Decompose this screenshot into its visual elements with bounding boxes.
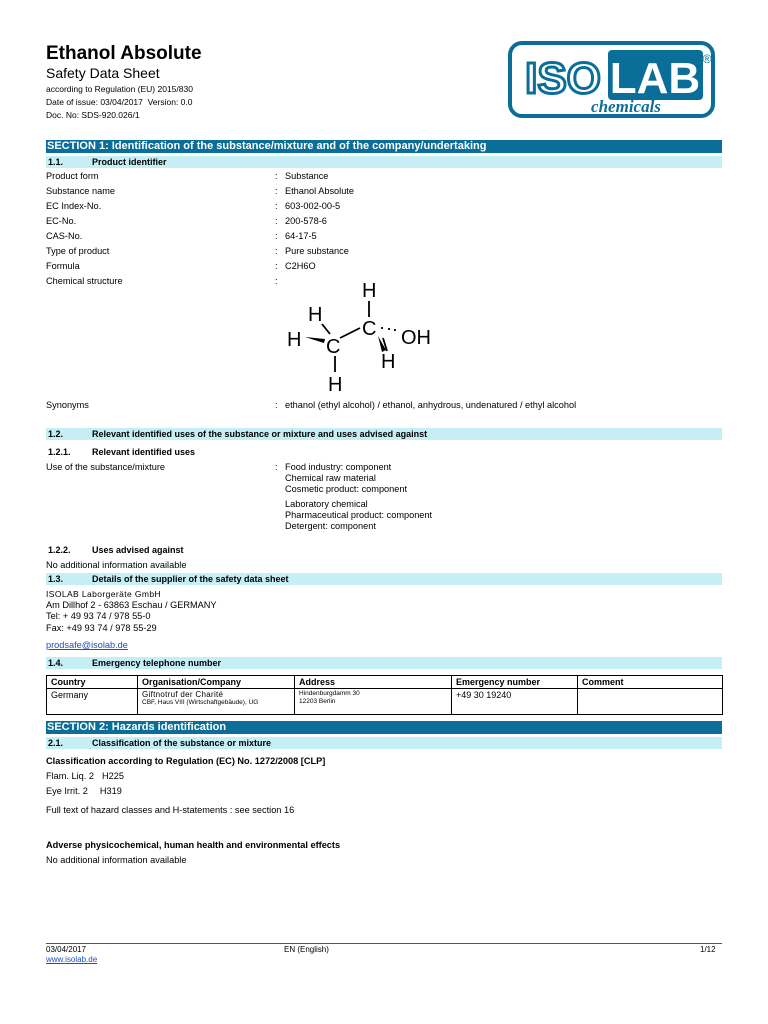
doc-number-text: Doc. No: SDS-920.026/1 (46, 110, 140, 120)
atom-h-left: H (287, 329, 302, 351)
column-header: Comment (578, 676, 723, 689)
supplier-address: Am Dillhof 2 - 63863 Eschau / GERMANY (46, 600, 217, 610)
subsection-1-4: 1.4. Emergency telephone number (46, 657, 722, 669)
section2-bar: SECTION 2: Hazards identification (46, 721, 722, 734)
column-header: Address (295, 676, 452, 689)
atom-h-lower-right: H (381, 351, 396, 373)
field-row-formula: Formula : C2H6O (46, 261, 316, 271)
hazard-row: Eye Irrit. 2 H319 (46, 786, 122, 796)
atom-oh: OH (401, 327, 431, 349)
column-header: Country (47, 676, 138, 689)
issue-date-text: Date of issue: 03/04/2017 Version: 0.0 (46, 97, 193, 107)
subsection-label: Product identifier (92, 157, 167, 167)
atom-h-top: H (362, 280, 377, 302)
field-row-substance-name: Substance name : Ethanol Absolute (46, 186, 354, 196)
logo-lab-text: LAB (609, 54, 701, 103)
supplier-tel: Tel: + 49 93 74 / 978 55-0 (46, 611, 151, 621)
no-info-text: No additional information available (46, 855, 187, 865)
table-row (47, 689, 723, 715)
subsection-1-2-2: 1.2.2. Uses advised against (48, 545, 184, 555)
footer-divider (46, 943, 722, 944)
regulation-text: according to Regulation (EU) 2015/830 (46, 84, 193, 94)
footer-page-number: 1/12 (700, 945, 716, 954)
list-item: Laboratory chemical (285, 499, 368, 509)
field-row-type-of-product: Type of product : Pure substance (46, 246, 349, 256)
hazard-row: Flam. Liq. 2 H225 (46, 771, 124, 781)
isolab-logo (508, 41, 721, 118)
list-item: Detergent: component (285, 521, 376, 532)
atom-h-bottom: H (328, 374, 343, 396)
supplier-fax: Fax: +49 93 74 / 978 55-29 (46, 623, 157, 633)
cell-comment (578, 689, 723, 715)
field-row-ec-no: EC-No. : 200-578-6 (46, 216, 327, 226)
document-subtitle: Safety Data Sheet (46, 65, 160, 81)
subsection-number: 1.1. (48, 157, 64, 167)
field-row-synonyms: Synonyms : ethanol (ethyl alcohol) / ethanol, anhydrous, undenatured / ethyl alcohol (46, 400, 577, 410)
cell-address: Hindenburgdamm 30 12203 Berlin (295, 689, 452, 715)
adverse-heading: Adverse physicochemical, human health and environmental effects (46, 840, 341, 850)
logo-iso-text: ISO (525, 54, 601, 103)
fulltext-note: Full text of hazard classes and H-statements : see section 16 (46, 805, 295, 815)
subsection-1-1 (46, 156, 722, 168)
clp-heading: Classification according to Regulation (EC) No. 1272/2008 [CLP] (46, 756, 326, 766)
document-title: Ethanol Absolute (46, 43, 202, 64)
column-header: Organisation/Company (138, 676, 295, 689)
chemical-structure-diagram (280, 276, 450, 398)
cell-country: Germany (47, 689, 138, 715)
cell-organisation: Giftnotruf der Charité CBF, Haus VIII (Wirtschaftgebäude), UG (138, 689, 295, 715)
emergency-table (46, 675, 723, 715)
uses-list-a (285, 462, 407, 496)
field-row-cas-no: CAS-No. : 64-17-5 (46, 231, 317, 241)
field-row-chemical-structure: Chemical structure : (46, 276, 278, 286)
list-item: Pharmaceutical product: component (285, 510, 433, 521)
supplier-name: ISOLAB Laborgeräte GmbH (46, 589, 162, 599)
list-item: Food industry: component (285, 462, 392, 472)
field-row-use: Use of the substance/mixture : (46, 462, 278, 472)
subsection-1-2: 1.2. Relevant identified uses of the substance or mixture and uses advised against (46, 428, 722, 440)
field-row-product-form: Product form : Substance (46, 171, 329, 181)
footer-language: EN (English) (284, 945, 329, 954)
footer-date: 03/04/2017 (46, 945, 87, 954)
subsection-2-1: 2.1. Classification of the substance or mixture (46, 737, 722, 749)
column-header: Emergency number (452, 676, 578, 689)
subsection-1-2-1: 1.2.1. Relevant identified uses (48, 447, 196, 457)
section1-bar: SECTION 1: Identification of the substance/mixture and of the company/undertaking (46, 140, 722, 153)
atom-h-upper-left: H (308, 304, 323, 326)
uses-list-b (285, 499, 432, 533)
list-item: Chemical raw material (285, 473, 376, 484)
no-info-text: No additional information available (46, 560, 187, 570)
logo-registered-mark: ® (702, 52, 712, 66)
supplier-email-link[interactable]: prodsafe@isolab.de (46, 640, 128, 650)
logo-tagline: chemicals (591, 97, 661, 116)
table-header-row (47, 676, 723, 689)
atom-c-right: C (362, 318, 377, 340)
cell-emergency-number: +49 30 19240 (452, 689, 578, 715)
atom-c-left: C (326, 336, 341, 358)
subsection-1-3: 1.3. Details of the supplier of the safety data sheet (46, 573, 722, 585)
footer-website-link[interactable]: www.isolab.de (46, 955, 98, 964)
field-row-ec-index: EC Index-No. : 603-002-00-5 (46, 201, 341, 211)
list-item: Cosmetic product: component (285, 484, 408, 495)
